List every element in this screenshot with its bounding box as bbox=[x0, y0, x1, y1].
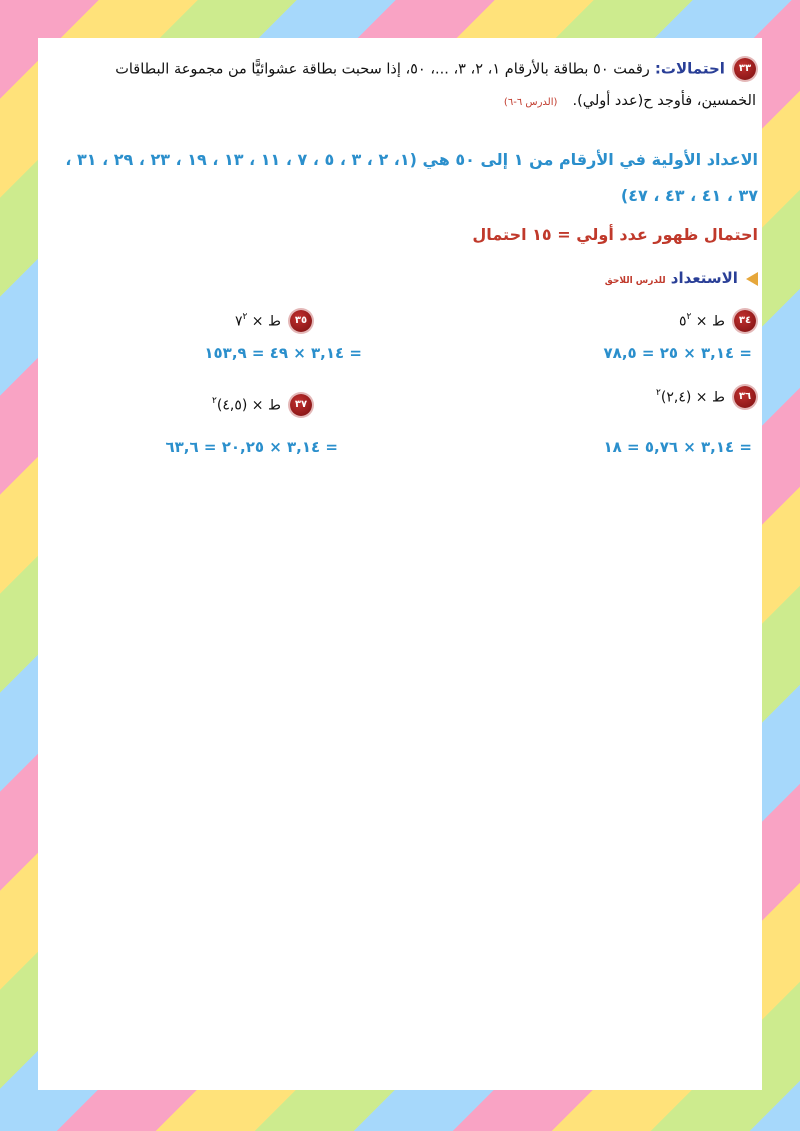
worksheet-page bbox=[38, 38, 762, 1090]
question-text-line2: الخمسين، فأوجد ح(عدد أولي). bbox=[572, 93, 756, 109]
exercise-35-answer: = ٣,١٤ × ٤٩ = ١٥٣,٩ bbox=[204, 344, 362, 362]
primes-list-line2: ٣٧ ، ٤١ ، ٤٣ ، ٤٧) bbox=[620, 186, 758, 205]
question-text-line1: رقمت ٥٠ بطاقة بالأرقام ١، ٢، ٣، ...، ٥٠، إذا سحبت بطاقة عشوائيًّا من مجموعة البطاقات bbox=[115, 61, 650, 78]
probability-result: احتمال ظهور عدد أولي = ١٥ احتمال bbox=[472, 225, 758, 244]
exercise-34-answer: = ٣,١٤ × ٢٥ = ٧٨,٥ bbox=[603, 344, 752, 362]
primes-list-line1: الاعداد الأولية في الأرقام من ١ إلى ٥٠ هي (١، ٢ ، ٣ ، ٥ ، ٧ ، ١١ ، ١٣ ، ١٩ ، ٢٣ ، ٢٩ ، ٣١ ، bbox=[65, 150, 758, 169]
exercise-37-answer: = ٣,١٤ × ٢٠,٢٥ = ٦٣,٦ bbox=[165, 438, 338, 456]
exercise-power: ٢ bbox=[686, 312, 692, 323]
prep-subtitle: للدرس اللاحق bbox=[604, 276, 666, 286]
exercise-number-badge: ٣٧ bbox=[290, 394, 312, 416]
exercise-power: ٢ bbox=[242, 312, 248, 323]
exercise-34 bbox=[679, 310, 756, 332]
exercise-number-badge: ٣٥ bbox=[290, 310, 312, 332]
prep-heading bbox=[605, 268, 758, 287]
exercise-expression: ط × (٢,٤) bbox=[660, 389, 725, 406]
prep-title: الاستعداد bbox=[670, 269, 738, 287]
question-title: احتمالات: bbox=[654, 59, 725, 78]
exercise-expression: ط × ٧ bbox=[234, 313, 281, 330]
exercise-power: ٢ bbox=[656, 388, 661, 399]
exercise-expression: ط × ٥ bbox=[678, 313, 725, 330]
triangle-arrow-icon bbox=[746, 272, 758, 286]
exercise-37 bbox=[212, 394, 312, 416]
exercise-36 bbox=[656, 386, 756, 408]
question-33 bbox=[115, 58, 756, 80]
exercise-number-badge: ٣٦ bbox=[734, 386, 756, 408]
lesson-reference: (الدرس ٦-٦) bbox=[503, 97, 558, 108]
exercise-power: ٢ bbox=[212, 396, 217, 407]
exercise-number-badge: ٣٤ bbox=[734, 310, 756, 332]
question-number-badge: ٣٣ bbox=[734, 58, 756, 80]
exercise-35 bbox=[235, 310, 312, 332]
exercise-expression: ط × (٤,٥) bbox=[216, 397, 281, 414]
exercise-36-answer: = ٣,١٤ × ٥,٧٦ = ١٨ bbox=[603, 438, 752, 456]
question-33-continued bbox=[504, 90, 756, 109]
